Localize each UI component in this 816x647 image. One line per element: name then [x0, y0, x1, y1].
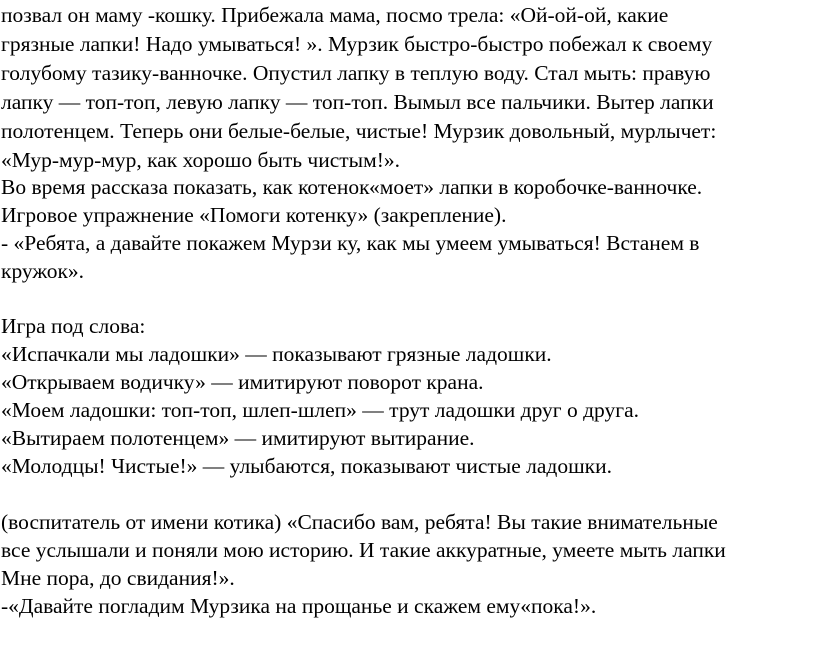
text-line: голубому тазику-ванночке. Опустил лапку в теплую воду. Стал мыть: правую	[1, 61, 711, 85]
text-line: «Молодцы! Чистые!» — улыбаются, показывают чистые ладошки.	[1, 454, 613, 478]
text-line: Мне пора, до свидания!».	[1, 566, 235, 590]
text-line: «Испачкали мы ладошки» — показывают грязные ладошки.	[1, 342, 552, 366]
text-line: кружок».	[1, 259, 85, 283]
text-line: «Мур-мур-мур, как хорошо быть чистым!».	[1, 148, 401, 172]
text-line: Во время рассказа показать, как котенок«моет» лапки в коробочке-ванночке.	[1, 175, 703, 199]
text-line: - «Ребята, а давайте покажем Мурзи ку, как мы умеем умываться! Встанем в	[1, 231, 700, 255]
text-line: Игровое упражнение «Помоги котенку» (закрепление).	[1, 203, 507, 227]
text-line: грязные лапки! Надо умываться! ». Мурзик быстро-быстро побежал к своему	[1, 32, 713, 56]
text-line: все услышали и поняли мою историю. И такие аккуратные, умеете мыть лапки	[1, 538, 726, 562]
text-line: «Вытираем полотенцем» — имитируют вытирание.	[1, 426, 475, 450]
text-line: (воспитатель от имени котика) «Спасибо вам, ребята! Вы такие внимательные	[1, 510, 718, 534]
text-line: «Моем ладошки: топ-топ, шлеп-шлеп» — трут ладошки друг о друга.	[1, 398, 640, 422]
text-line: Игра под слова:	[1, 314, 146, 338]
text-line: лапку — топ-топ, левую лапку — топ-топ. Вымыл все пальчики. Вытер лапки	[1, 90, 714, 114]
text-line: полотенцем. Теперь они белые-белые, чистые! Мурзик довольный, мурлычет:	[1, 119, 717, 143]
text-line: «Открываем водичку» — имитируют поворот крана.	[1, 370, 484, 394]
text-line: -«Давайте погладим Мурзика на прощанье и скажем ему«пока!».	[1, 594, 597, 618]
text-line: позвал он маму -кошку. Прибежала мама, посмо трела: «Ой-ой-ой, какие	[1, 3, 669, 27]
